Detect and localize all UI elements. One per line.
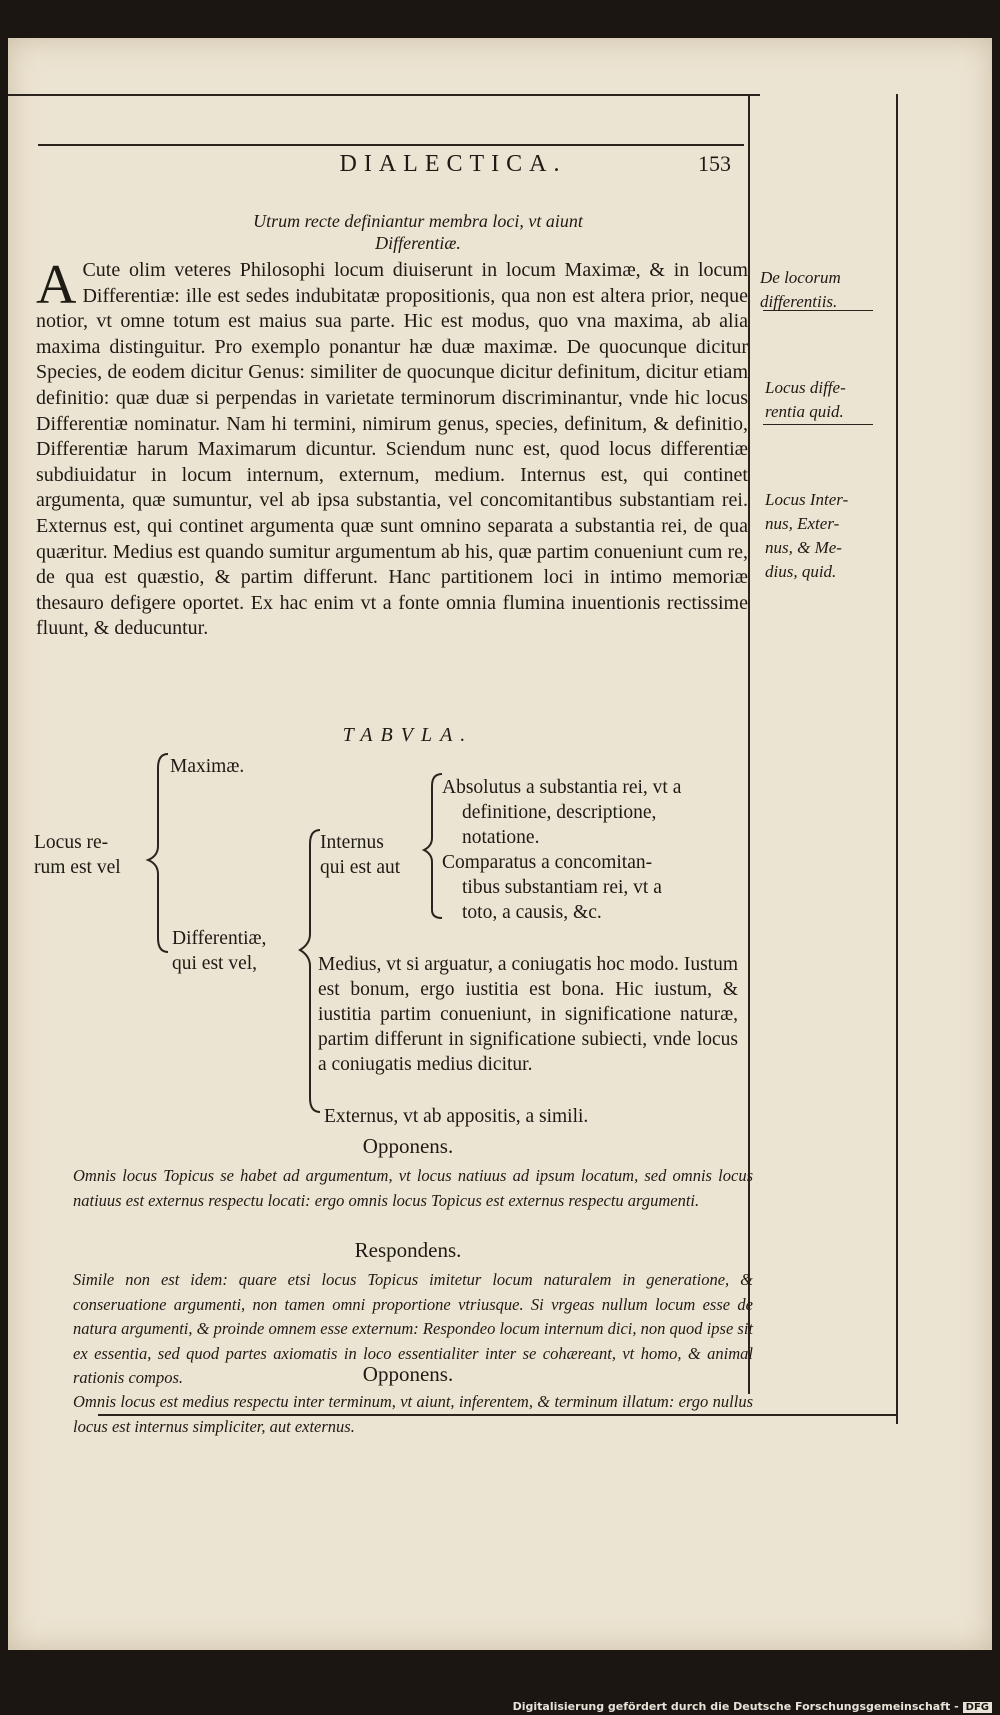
margin-note-locus-differentia: Locus diffe- rentia quid.	[765, 378, 846, 421]
disputation-text-2: Simile non est idem: quare etsi locus Topicus imitetur locum naturalem in generatione, & conseruatione argumenti, non tamen omni proportione vtriusque. Si vrgeas nullum locum esse de natura argumenti, & proinde omnem esse externum: Respondeo locum internum dici, non quod ipse sit ex essentia, sed quod partes axiomatis in loco essentialiter inter se cohæreant, vt homo, & animal rationis compos.	[73, 1270, 753, 1387]
table-title: TABVLA.	[342, 724, 474, 746]
page-number: 153	[698, 151, 731, 176]
table-differentiae: Differentiæ, qui est vel,	[172, 928, 267, 974]
role-heading-respondens: Respondens.	[354, 1238, 462, 1262]
book-page	[8, 38, 992, 1650]
brace-internus	[424, 774, 442, 918]
table-absolutus: Absolutus a substantia rei, vt a definitione, descriptione, notatione.	[442, 777, 682, 848]
table-maximae: Maximæ.	[170, 756, 245, 777]
table-internus: Internus qui est aut	[320, 832, 401, 878]
digitization-credit	[513, 1700, 992, 1713]
role-heading-opponens-2: Opponens.	[362, 1362, 454, 1386]
margin-note-differentiis: De locorum differentiis.	[760, 268, 841, 311]
disputation-text-1: Omnis locus Topicus se habet ad argumentum, vt locus natiuus ad ipsum locatum, sed omnis locus natiuus est externus respectu locati: ergo omnis locus Topicus est externus respectu argumenti.	[73, 1166, 753, 1210]
table-externus: Externus, vt ab appositis, a simili.	[324, 1106, 589, 1127]
table-medius: Medius, vt si arguatur, a coniugatis hoc modo. Iustum est bonum, ergo iustitia est bona. Hic iustum, & iustitia partim conueniunt, in significatione naturæ, partim differunt in significatione subiecti, vnde locus a coniugatis medius dicitur.	[318, 954, 738, 1075]
running-head: DIALECTICA.	[339, 151, 567, 177]
table-root-label: Locus re- rum est vel	[34, 832, 121, 878]
disputation-text-3: Omnis locus est medius respectu inter terminum, vt aiunt, inferentem, & terminum illatum: ergo nullus locus est internus simpliciter, aut externus.	[73, 1392, 753, 1436]
paragraph-text: Cute olim veteres Philosophi locum diuiserunt in locum Maximæ, & in locum Differentiæ: ille est sedes indubitatæ propositionis, qua non est altera prior, neque notior, vt omne totum est maius sua parte. Hic est modus, quo vna maxima, ab alia maxima distinguitur. Pro exemplo ponantur hæ duæ maximæ. De quocunque dicitur Species, de eodem dicitur Genus: similiter de quocunque dicitur definitum, dicitur etiam definitio: quæ duæ si perpendas in varietate terminorum discriminantur, vnde hic locus Differentiæ nominatur. Nam hi termini, nimirum genus, species, definitum, & definitio, Differentiæ harum Maximarum dicuntur. Sciendum nunc est, quod locus differentiæ subdiuidatur in locum internum, externum, medium. Internus est, qui continet argumenta, quæ sumuntur, vel ab ipsa substantia, vel concomitantibus substantiam rei. Externus est, qui continet argumenta quæ sunt omnino separata a substantia rei, de qua quæritur. Medius est quando sumitur argumentum ab his, quæ partim conueniunt cum re, de qua est quæstio, & partim differunt. Hanc partitionem loci in intimo memoriæ thesauro defigere oportet. Ex hac enim vt a fonte omnia flumina inuentionis rectissime fluunt, & deducuntur.	[36, 259, 748, 640]
dfg-logo: DFG	[963, 1702, 992, 1713]
table-comparatus: Comparatus a concomitan- tibus substantiam rei, vt a toto, a causis, &c.	[442, 852, 662, 923]
role-heading-opponens-1: Opponens.	[362, 1134, 454, 1158]
margin-note-locus-internus: Locus Inter- nus, Exter- nus, & Me- dius, quid.	[765, 490, 849, 581]
brace-differentiae	[300, 830, 320, 1112]
section-title-line-1: Utrum recte definiantur membra loci, vt aiunt	[253, 211, 583, 231]
credit-text: Digitalisierung gefördert durch die Deutsche Forschungsgemeinschaft -	[512, 1700, 959, 1713]
brace-root	[148, 754, 168, 952]
drop-cap: A	[36, 254, 77, 316]
section-title-line-2: Differentiæ.	[375, 233, 461, 253]
